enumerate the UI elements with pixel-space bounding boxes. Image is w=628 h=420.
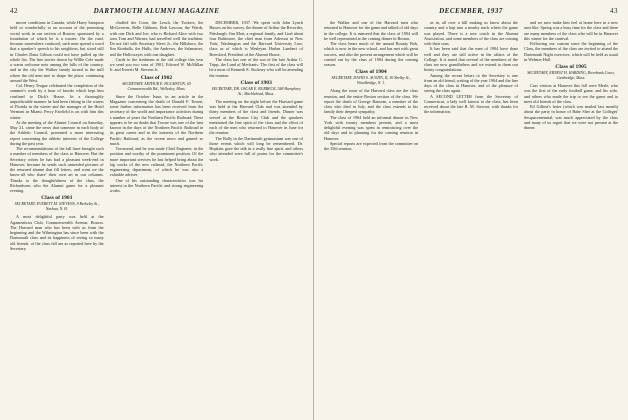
right-columns bbox=[324, 20, 618, 414]
paragraph: At the meeting of the Alumni Council on Saturday, May 21, came the news that someone in each body of the Athletic Council, presented a more interesting report concerning the athletic interests of the College during the past year. bbox=[10, 119, 104, 146]
right-page-header bbox=[324, 7, 618, 19]
text-column bbox=[209, 20, 303, 414]
paragraph: Special reports are expected from the committee on the 35th reunion. bbox=[324, 140, 418, 151]
page-number: 43 bbox=[610, 7, 618, 15]
paragraph: Townsend, and he was made Chief Engineer, in the position and worthy of the prominent position. Of the more important services he has helped bring about the big works of the new railroad, the Northern Pacific engineering department, of which he was also a valuable adviser. bbox=[109, 146, 204, 178]
class-heading: Class of 1903 bbox=[240, 79, 272, 86]
paragraph: A SECOND LETTER from the Secretary of Connecticut, a lady well known to the class, has been received about the late R. M. Stewart, with thanks for the information. bbox=[424, 93, 518, 115]
paragraph: DECEMBER, 1937. We spent with John Lynch Hawes on his survey, the dinner of Arthur the Recorder, Pittsburgh: Jim Mott, a regional family, and Lind about four Baltimore, the chief man from Aderson in New York, Washington and the Harvard University Law; class as of which is Wesleyan Harlan Lambert of Beresford, President of the Alumni House. bbox=[209, 20, 304, 57]
class-heading: Class of 1902 bbox=[140, 74, 173, 81]
running-title: DARTMOUTH ALUMNI MAGAZINE bbox=[93, 7, 220, 15]
running-title: DECEMBER, 1937 bbox=[439, 7, 503, 15]
text-column bbox=[524, 20, 618, 414]
paragraph: and we now make him feel at home here in a new area like. Spring was a busy time for the class and there are many members of the class who will be in Hanover this winter for the carnival. bbox=[524, 20, 618, 41]
secretary-line: SECRETARY, DR. OSCAR E. BURBECK, 548 Humphrey St., Marblehead, Mass. bbox=[211, 86, 301, 96]
text-column bbox=[424, 20, 518, 414]
paragraph: Following our custom since the beginning of the Class, the members of the class are invited to attend the Dartmouth Night exercises, which will be held as usual in Webster Hall. bbox=[524, 41, 618, 62]
paragraph: mover conditions in Canada, while Harry Sampson held so wonderfully to an account of the promising social work in our section of Boston, sponsored by a foundation of which he is a trustee. On the road, because somewhere confused, such men spread a word that a speaker's speech to his neighbors, but stood still in Charles Dana Gibson could not have pulled up the whole list. The fine stories drawn by Willie Cole made a warm welcome note among the hills of the country, and in the city the Walker family turned to the mill where the old men met to shape the place, continuing around the West. bbox=[10, 20, 104, 83]
paragraph: It has been said that the men of 1904 have done well and they are still active in the affairs of the College. It is noted that several of the members of the class are now grandfathers and we extend to them our hearty congratulations. bbox=[424, 46, 518, 73]
paragraph: Among the recent letters to the Secretary is one from an old friend, writing of the year 1904 and the fine days of the class in Hanover, and of the pleasure of seeing the class again. bbox=[424, 72, 518, 94]
paragraph: A most delightful party was held at the Agamenticus Club, Commonwealth Avenue, Boston. The Harvard man who has been with us from the beginning and the Wilmington has since been with the Dartmouth class and its happiness of seeing so many old friends, of the class fall are as reported here by the Secretary. bbox=[10, 214, 104, 251]
paragraph: the Walker and one of the Harvard men who returned to Hanover for the game and talked of old days in the college. It is rumored that the class of 1904 will be well represented at the coming dinner in Boston. bbox=[324, 20, 418, 41]
paragraph: Cal. Henry Teague celebrated the completion of the summer's work by a hour of brooks which kept him confined to Dick's House. In a thoroughly unpredictable manner he had been fishing in the waters of Florida in the winter and the manager of the Hotel Vermont in Miami. Percy Fairfield is on with him this winter. bbox=[10, 83, 104, 120]
right-page bbox=[314, 0, 628, 420]
paragraph: The meeting on the night before the Harvard game was held at the Harvard Club and was attended by thirty members of the class and friends. Dinner was served at the Boston City Club and the speakers mentioned the fine spirit of the class and the effort of each of the men who returned to Hanover in June for the reunion. bbox=[209, 98, 304, 136]
left-page-header bbox=[10, 7, 303, 19]
text-column bbox=[110, 20, 204, 414]
paragraph: The recommendations of the fall have brought such a number of members of the class to Hanover. But the Secretary writes he has had a pleasant week-end in Hanover, because he sends such unneeded pictures of the returned alumni that fill letters, and wont we the know-all who share' their own art in our columns. Thanks to the thoughtfulness of the class, the Richardsons who the Alumni game for a pleasant evening. bbox=[10, 146, 104, 193]
secretary-line: SECRETARY, DAVID S. AUSTIN, II, 30 Shelby St., Woodbridge, N. J. bbox=[331, 76, 411, 86]
paragraph: Since the October Issue, in an article in the Magazine concerning the death of Donald F. Towne, some further information has been received from the secretary of the world and importance activities during a number of years the Northern Pacific Railroad. There appears to be no doubt that Towne was one of the best known in the days of the Northern Pacific Railroad in its great career and in the interests of the Northern Pacific Railroad, as the recent news and gained so much. bbox=[109, 93, 204, 146]
paragraph: Ed Gilbert's letter (which was mailed last month) about the party in honor of Babe Sher at the Colleges' Sesquicentennial, was much appreciated by the class and many of us regret that we were not present at the dinner. bbox=[524, 104, 618, 130]
page-number: 42 bbox=[10, 7, 18, 15]
left-columns bbox=[10, 20, 303, 414]
paragraph: chuffed the Coon, the Leach, the Tuckers, the McGoverns, Belle Gibbons, Bob Lawson, the Wards, with one Dick and Joe, who is Richard Alice with two sons Tom and Warner, had travelled well the tradition. Do not fail with Secretary Steve Jr., the Hillsboro, the Jim Kimballs, the Hulls, the Andrews, the Salmonses, and the Hollowayes with one daughter. bbox=[109, 20, 204, 57]
secretary-line: SECRETARY, ARTHUR E. HUGHSTON, 65 Commonwealth Rd., Wellesley, Mass. bbox=[122, 81, 191, 91]
text-column bbox=[10, 20, 104, 414]
paragraph: The class has one of the son of the late Arthur C. Tripp, the Lund of Mechanic. The first of the class will be a most of Kenneth E. Stickney who will be attending the reunion. bbox=[209, 56, 304, 78]
paragraph: One of his outstanding characteristics was his interest in the Northern Pacific and strong engineering works. bbox=[109, 177, 204, 193]
secretary-line: SECRETARY, ERNEST H. HARDING, Riverbank Court, Cambridge, Mass. bbox=[527, 71, 615, 80]
paragraph: The class of 1904 held an informal dinner in New York with twenty members present, and a most delightful evening was spent in reminiscing over the old days and in planning for the coming reunion in Hanover. bbox=[324, 114, 418, 141]
class-heading: Class of 1901 bbox=[41, 195, 73, 202]
paragraph: The Rally in the Dartmouth gymnasium was one of those events which will long be remembered. Dr. Hopkins gave the talk in a really fine spirit, and others who attended were full of praise for the committee's work. bbox=[209, 135, 304, 162]
paragraph: Cards to the freshmen at the old college this year we send you two sons of 1901, Edward W. McMillan Jr. and Everett M. Stevens Jr. bbox=[109, 56, 204, 73]
class-heading: Class of 1904 bbox=[355, 69, 387, 76]
paragraph: The class hears much of the annual Bounty Bob, which is now in the new school, and has met with great success, and also the present arrangement which will be carried out by the class of 1904 during the coming season. bbox=[324, 41, 418, 67]
paragraph: Cass visitors at Hanover this fall were Merle, who was the first of the early football game, and his wife, and others who made the trip to see the game and to meet old friends of the class. bbox=[524, 83, 618, 104]
paragraph: Along the route of the Harvard class are the class reunion, and the entire Boston section of the class. We report the death of George Ransom, a member of the class who died in July, and the class extends to his family their deepest sympathy. bbox=[324, 88, 418, 115]
secretary-line: SECRETARY, EVERETT M. STEVENS, 9 Berkeley St., Nashua, N. H. bbox=[14, 202, 100, 212]
class-heading: Class of 1905 bbox=[555, 64, 587, 70]
paragraph: as in, all over a hill making us know about the country and a hop into a nearby track where the game was played. There is a new coach in the Alumni Association, and some members of the class are coming with their sons. bbox=[424, 20, 518, 46]
text-column bbox=[324, 20, 418, 414]
